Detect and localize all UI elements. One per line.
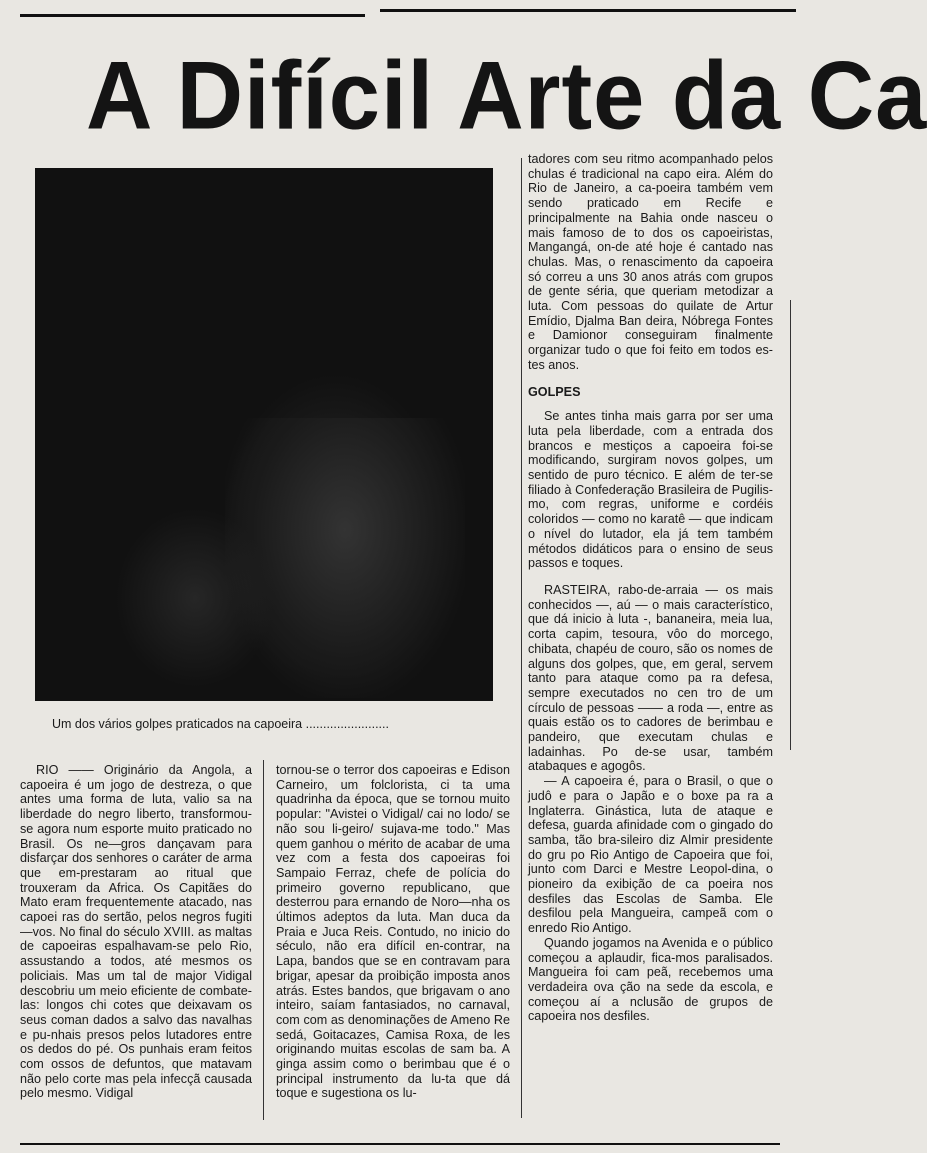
headline: A Difícil Arte da Ca	[86, 42, 927, 150]
column-divider	[263, 760, 264, 1120]
photo-figure	[115, 508, 275, 688]
article-paragraph: Se antes tinha mais garra por ser uma luta pela liberdade, com a entrada dos brancos e mestiços a capoeira foi-se modificando, surgiram novos golpes, um sentido de puro técnico. E além de ter-se filiado à Confederação Brasileira de Pugilis-mo, com regras, uniforme e cordéis coloridos — como no karatê — que indicam o nível do lutador, ela já tem também métodos didáticos para o ensino de seus passos e toques.	[528, 409, 773, 571]
article-column-2	[276, 763, 510, 1101]
column-divider	[790, 300, 791, 750]
article-paragraph: — A capoeira é, para o Brasil, o que o judô e para o Japão e o boxe pa ra a Inglaterra. Ginástica, luta de ataque e defesa, guarda afinidade com o gingado do samba, tão bra-sileiro diz Almir presidente do gru po Rio Antigo de Capoeira que foi, junto com Darci e Mestre Leopol-dina, o pioneiro da exibição de ca poeira nos desfiles das Escolas de Samba. Ele desfilou pela Mangueira, campeã com o enredo Rio Antigo.	[528, 774, 773, 936]
top-rule-right	[380, 9, 796, 12]
capoeira-photo	[35, 168, 493, 701]
article-column-3	[528, 152, 773, 1024]
top-rule-left	[20, 14, 365, 17]
photo-caption: Um dos vários golpes praticados na capoeira ........................	[52, 717, 389, 731]
column-divider	[521, 158, 522, 1118]
article-paragraph: RASTEIRA, rabo-de-arraia — os mais conhecidos —, aú — o mais característico, que dá inicio à luta -, bananeira, meia lua, corta capim, tesoura, vôo do morcego, chibata, chapéu de couro, são os nomes de alguns dos golpes, que, em geral, servem tanto para ataque como pa ra defesa, sempre executados no cen tro de um círculo de pessoas —— a roda —, entre as quais estão os to cadores de berimbau e pandeiro, que executam chulas e ladainhas. Po de-se usar, também atabaques e agogôs.	[528, 582, 773, 774]
section-heading: GOLPES	[528, 384, 581, 399]
article-paragraph: tadores com seu ritmo acompanhado pelos chulas é tradicional na capo eira. Além do Rio de Janeiro, a ca-poeira também vem sendo praticado em Recife e principalmente na Bahia onde nasceu o mais famoso de to dos os capoeiristas, Mangangá, on-de até hoje é cantado nas chulas. Mas, o renascimento da capoeira só correu a uns 30 anos atrás com grupos de gente séria, que queriam metodizar a luta. Com pessoas do quilate de Artur Emídio, Djalma Ban deira, Nóbrega Fontes e Damionor conseguiram finalmente organizar tudo o que foi feito em todos es-tes anos.	[528, 152, 773, 372]
article-paragraph: Quando jogamos na Avenida e o público começou a aplaudir, fica-mos paralisados. Mangueira foi cam peã, recebemos uma verdadeira ova ção na sede da escola, e começou aí a nclusão de grupos de capoeira nos desfiles.	[528, 935, 773, 1024]
article-paragraph: tornou-se o terror dos capoeiras e Edison Carneiro, um folclorista, ci ta uma quadrinha da época, que se tornou muito popular: "Avistei o Vidigal/ cai no lodo/ se não sou li-geiro/ sujava-me todo." Mas quem ganhou o mérito de acabar de uma vez com a festa dos capoeiras foi Sampaio Ferraz, chefe de polícia do primeiro governo republicano, que desterrou para ernando de Noro—nha os últimos adeptos da luta. Man duca da Praia e Juca Reis. Contudo, no inicio do século, não era difícil en-contrar, na Lapa, bandos que se en contravam para brigar, apesar da proibição imposta anos atrás. Estes bandos, que brigavam o ano inteiro, saíam fantasiados, no carnaval, com com as denominações de Ameno Re sedá, Goitacazes, Camisa Roxa, de les originando muitas escolas de sam ba. A ginga assim como o berimbau que é o principal instrumento da lu-ta que dá toque e sugestiona os lu-	[276, 763, 510, 1101]
bottom-rule	[20, 1143, 780, 1145]
article-paragraph: RIO —— Originário da Angola, a capoeira é um jogo de destreza, o que antes uma forma de luta, valio sa na liberdade do negro liberto, transformou-se agora num esporte muito praticado no Brasil. Os ne—gros dançavam para disfarçar dos senhores o caráter de arma que em-prestaram ao ritual que trouxeram da Africa. Os Capitães do Mato eram frequentemente atacado, nas capoei ras do sertão, pelos negros fugiti—vos. No final do século XVIII. as maltas de capoeiras espalhavam-se pelo Rio, assustando a todos, até mesmos os policiais. Mas um tal de major Vidigal descobriu um meio eficiente de combate-las: longos chi cotes que deixavam os seus coman dados a salvo das navalhas e pu-nhais presos pelos lutadores entre os dedos do pé. Os punhais eram feitos com ossos de defuntos, que matavam não pelo corte mas pela infecçã causada pelo mesmo. Vidigal	[20, 763, 252, 1101]
article-column-1	[20, 763, 252, 1101]
